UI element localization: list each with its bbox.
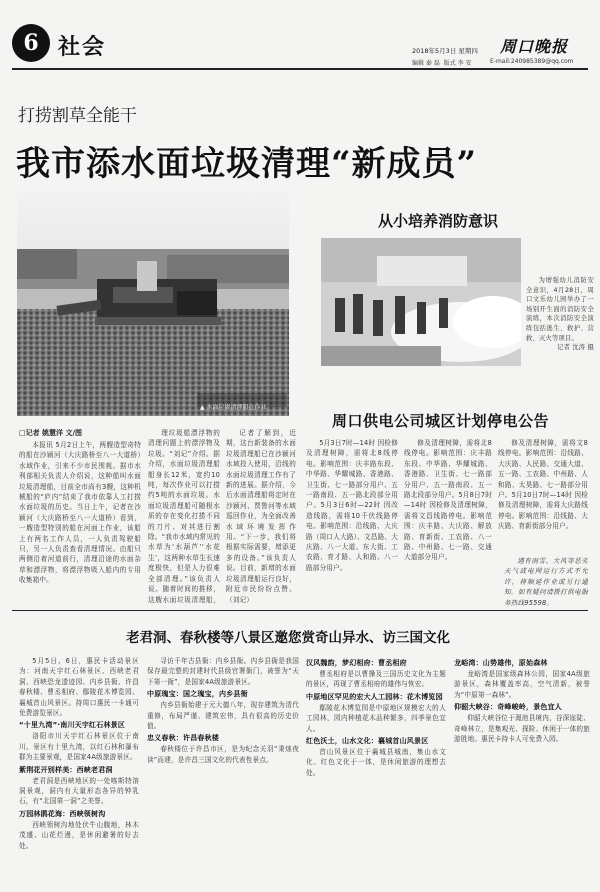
section-rule bbox=[12, 610, 588, 611]
travel-col4-para1: 龙峪湾是国家级森林公园，国家4A级旅游景区，森林覆盖率高，空气清新，被誉为“中原第一森林”。 bbox=[454, 670, 590, 699]
power-notice-note-text: 遇有雨雪、大风等恶劣天气或电网运行方式不允许，将顺延作业或另行通知。如有疑问请拨打供电服务热线95598。 bbox=[504, 557, 588, 606]
travel-col1-subhead1: “十里九湾”·南川天宇红石林景区 bbox=[19, 721, 126, 730]
travel-col1-para1: 洛阳市川天宇红石林景区位于南川。景区有十里九湾，以红石林和瀑布群为主要景观，是国家4A级旅游景区。 bbox=[19, 732, 139, 762]
editor-name: 编辑 秦 磊 bbox=[412, 60, 440, 67]
travel-col4-subhead1: 龙峪湾：山势雄伟，原始森林 bbox=[454, 659, 548, 667]
travel-col1-intro: 5月5日、6日，惠民卡活动景区为：河南天宇红石林景区、西峡老君洞、西峡恐龙遗迹园、内乡县衙、许昌春秋楼、曹丞相府、鄢陵花木博览园、襄城首山风景区。持周口惠民一卡通可免费游览景区。 bbox=[19, 657, 139, 718]
travel-col1 bbox=[19, 656, 139, 882]
section-title: 社会 bbox=[58, 34, 107, 60]
travel-col2-para2: 春秋楼位于许昌市区，是为纪念关羽“秉烛夜读”而建，是许昌三国文化的代表性景点。 bbox=[147, 745, 299, 764]
travel-col3-subhead3: 红色沃土，山水文化：襄城首山风景区 bbox=[306, 737, 429, 746]
power-notice-headline: 周口供电公司城区计划停电公告 bbox=[332, 412, 550, 430]
main-story-col3 bbox=[226, 428, 296, 606]
power-notice-col2-text: 修及清理树障，需将北8线停电。影响范围：庆丰路东段、中华路、华耀城路、香港路、卫生街、七一路部分用户、五一路南段、五一路北段部分用户。5月8日7时—14时 因检修及清理树障，需将文昌线路停电。影响范围：庆丰路、大庆路、解放路、育新街、工农路、八一路、中州路、七一路、交通大道部分用户。 bbox=[404, 439, 492, 562]
editor-credits bbox=[412, 58, 471, 67]
issue-date: 2018年5月3日 星期四 bbox=[412, 47, 478, 55]
travel-col2-subhead1: 中原瑰宝：国之瑰宝，内乡县衙 bbox=[147, 690, 248, 699]
fire-drill-image bbox=[321, 238, 521, 366]
photo-caption: ▲ 水面垃圾清理船在作业 bbox=[200, 404, 267, 411]
travel-col3 bbox=[306, 656, 446, 882]
page-number-badge: 6 bbox=[12, 24, 50, 62]
travel-headline: 老君洞、春秋楼等八景区邀您赏奇山异水、访三国文化 bbox=[126, 630, 450, 646]
fire-byline: 记者 沈涛 摄 bbox=[557, 344, 594, 352]
power-notice-note bbox=[504, 556, 588, 606]
travel-col1-para3: 西峡领树沟地处伏牛山腹地，林木茂盛、山花烂漫，是休闲避暑的好去处。 bbox=[19, 820, 139, 850]
travel-col4 bbox=[454, 656, 590, 882]
main-story-col1 bbox=[19, 440, 141, 606]
power-notice-col2 bbox=[404, 438, 492, 606]
travel-col2 bbox=[147, 656, 299, 882]
travel-col2-intro: 寻访千年古县衙：内乡县衙。内乡县衙是我国保存最完整的封建时代县级官署衙门，被誉为“天下第一衙”，是国家4A级旅游景区。 bbox=[147, 657, 299, 686]
main-kicker: 打捞割草全能干 bbox=[18, 106, 137, 126]
main-story-col3-text: 记者了解到，近期，这台新装备的水面垃圾清理船已在沙颍河水域投入使用，沿线的水面垃圾清理工作有了新的进展。据介绍，今后水面清理船将定时在沙颍河、贾鲁河等水域巡回作业，为全面改善水域环境发挥作用。“下一步，我们将根据实际需要，增添更多的设备。”该负责人说。目前，新增的水面垃圾清理船运行良好，附近市民纷纷点赞。（刘记） bbox=[226, 429, 296, 604]
travel-col3-subhead1: 汉风魏韵，梦幻相府：曹丞相府 bbox=[306, 659, 407, 667]
main-story-col2-text: 理垃圾船漂浮物的清理问题上的漂浮物及垃圾。“刘记”介绍。据介绍，水面垃圾清理船船身长12米，宽约10吨，每次作业可以打捞约5吨的水面垃圾。水面垃圾清理船可随根水质的存在变化打捞不同的刀片、对其进行割除。“我市水域内常见的水草为‘水葫芦’‘水花生’，这两种水草生长速度极快，但是人力很难全部清理。”该负责人说。随着时间的推移，这艘水面垃圾清理船， bbox=[148, 429, 220, 604]
travel-col2-para1: 内乡县衙始建于元大德八年，现存建筑为清代重修，布局严谨、建筑宏伟，具有很高的历史价值。 bbox=[147, 701, 299, 731]
main-headline: 我市添水面垃圾清理“新成员” bbox=[16, 144, 478, 184]
travel-col4-para2: 仰韶大峡谷位于渑池县境内，谷深崖陡、奇峰林立，是集观光、探险、休闲于一体的旅游胜地。惠民卡持卡人可免费入园。 bbox=[454, 714, 590, 744]
boat-image bbox=[17, 191, 289, 416]
travel-col3-para1: 曹丞相府是以曹操及三国历史文化为主题的景区，再现了曹丞相府的雄伟与恢宏。 bbox=[306, 670, 446, 689]
travel-col1-subhead2: 紫荆花开别样美：西峡老君洞 bbox=[19, 765, 113, 774]
contact-email: E-mail:240985389@qq.com bbox=[490, 58, 574, 65]
main-story-col2 bbox=[148, 428, 220, 606]
travel-col3-para3: 首山风景区位于襄城县城南，集山水文化、红色文化于一体，是休闲旅游的理想去处。 bbox=[306, 748, 446, 777]
boat-photo bbox=[17, 191, 289, 416]
power-notice-col3-text: 修及清理树障，需将文8线停电。影响范围：沿线路、大庆路、人民路、交通大道、五一路、工农路、中州路、人和路、太昊路、七一路部分用户。5月10日7时—14时 因检修及清理树障，需将大庆路线停电。影响范围：沿线路、大庆路、育新街部分用户。 bbox=[498, 439, 588, 531]
travel-col3-subhead2: 中原地区罕见的宏大人工园林：花木博览园 bbox=[306, 692, 443, 701]
fire-caption-text: 为增强幼儿消防安全意识，4月28日，周口文乐幼儿园举办了一场别开生面的消防安全演练，本次消防安全演练包括逃生、救护、营救、灭火等项目。 bbox=[526, 277, 594, 342]
layout-name: 版式 李 安 bbox=[443, 60, 472, 67]
masthead bbox=[0, 0, 600, 70]
travel-col1-para2: 老君洞是西峡地区的一处喀斯特溶洞景观，洞内有大量形态各异的钟乳石，有“北国第一洞”之美誉。 bbox=[19, 776, 139, 806]
newspaper-logo: 周口晚报 bbox=[500, 37, 569, 56]
travel-col1-subhead3: 万园林鹃花海：西峡领树沟 bbox=[19, 809, 106, 818]
travel-col3-para2: 鄢陵花木博览园是中原地区规模宏大的人工园林，园内种植花木品种繁多，四季景色宜人。 bbox=[306, 703, 446, 733]
travel-col4-subhead2: 仰韶大峡谷：奇峰峻岭，景色宜人 bbox=[454, 703, 562, 712]
fire-headline: 从小培养消防意识 bbox=[378, 212, 499, 230]
travel-col2-subhead2: 忠义春秋：许昌春秋楼 bbox=[147, 734, 219, 743]
fire-drill-photo bbox=[321, 238, 521, 366]
main-byline: □记者 姚慧洋 文/图 bbox=[19, 429, 83, 437]
fire-caption bbox=[526, 276, 594, 366]
power-notice-col1-text: 5月3日7时—14时 因检修及清理树障，需将北8线停电。影响范围：庆丰路东段、中华路、华耀城路、香港路、卫生街、七一路部分用户、五一路南段、五一路北段部分用户。5月3日6时—22时 因改造线路，需将10千伏线路停电。影响范围：沿线路、大庆路（周口人大路）、文昌路、大庆路、八一大道、东大街、工农路、育才路、人和路、八一路部分用户。 bbox=[306, 439, 398, 572]
power-notice-col1 bbox=[306, 438, 398, 606]
masthead-rule bbox=[12, 68, 588, 70]
power-notice-col3 bbox=[498, 438, 588, 550]
main-story-col1-text: 本报讯 5月2日上午，两艘造型奇特的船在沙颍河（大庆路桥至八一大道桥）水域作业，引来不少市民围观。据市水利部相关负责人介绍说，这种船叫水面垃圾清理船，目前全市尚有3艘，这种机械船的“庐内”结束了我市依靠人工打捞水面垃圾的历史。当日上午，记者在沙颍河（大庆路桥至八一大道桥）看到，一艘造型特别的船在河面上作业，该船上有两名工作人员，一人负责驾驶船只，另一人负责查看清理情况。由船只两侧沿着河道前行，清理沿途的水面杂草和漂浮物，将漂浮物吸入船内的专用收集箱中。 bbox=[19, 441, 141, 585]
